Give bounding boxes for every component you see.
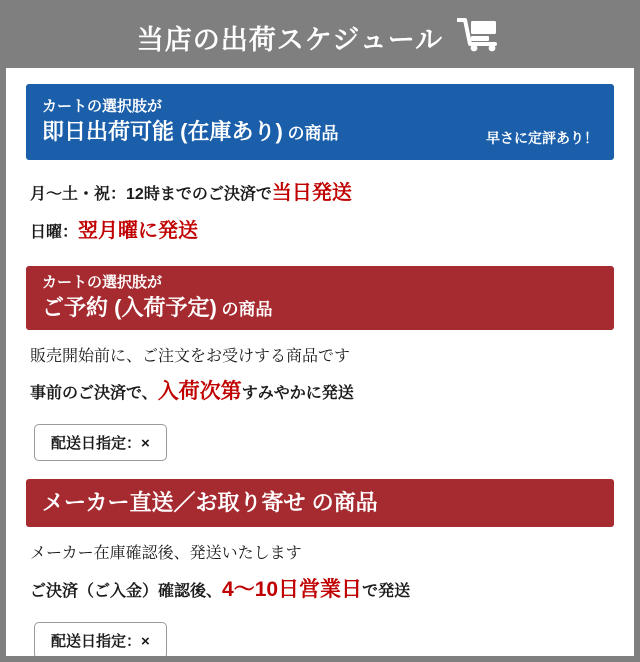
- delivery-date-badge: 配送日指定：×: [34, 424, 167, 461]
- schedule-row: [30, 372, 610, 412]
- banner-text-stack: [42, 273, 273, 323]
- section-rows-instock: [26, 174, 614, 250]
- row-tail: すみやかに発送: [241, 385, 354, 403]
- row-tail: で発送: [362, 582, 411, 600]
- banner-title: [42, 293, 273, 323]
- banner-title-main: メーカー直送／お取り寄せ: [42, 489, 306, 515]
- banner-text-stack: [42, 97, 339, 147]
- row-label: 月〜土・祝：: [30, 186, 127, 203]
- schedule-row: [30, 212, 610, 250]
- banner-title-main: 即日出荷可能 (在庫あり): [42, 119, 283, 145]
- schedule-row: [30, 342, 610, 372]
- row-text: ご決済（ご入金）確認後、: [30, 582, 223, 600]
- banner-subtitle: カートの選択肢が: [42, 274, 163, 292]
- row-emphasis: 入荷次第: [157, 380, 242, 404]
- page-title: 当店の出荷スケジュール: [136, 24, 444, 55]
- section-rows-dropship: [26, 539, 614, 658]
- row-text: 販売開始前に、ご注文をお受けする商品です: [30, 348, 351, 365]
- row-text: メーカー在庫確認後、発送いたします: [30, 545, 302, 563]
- banner-note: 早さに定評あり！: [486, 130, 598, 146]
- row-emphasis: 翌月曜に発送: [78, 220, 199, 242]
- content-body: [6, 68, 634, 662]
- row-text: 事前のご決済で、: [30, 385, 158, 403]
- schedule-row: [30, 570, 610, 610]
- banner-title-suffix: の商品: [282, 124, 339, 144]
- banner-title-main: ご予約 (入荷予定): [42, 295, 217, 321]
- schedule-row: [30, 174, 610, 212]
- banner-title-suffix: の商品: [305, 489, 378, 515]
- row-emphasis: 4〜10日営業日: [222, 577, 363, 601]
- section-banner-preorder: [26, 266, 614, 330]
- row-label: 日曜：: [30, 224, 79, 241]
- cart-icon: [457, 18, 503, 57]
- page-header: [6, 6, 634, 68]
- banner-subtitle: カートの選択肢が: [42, 98, 163, 116]
- row-text: 12時までのご決済で: [126, 186, 272, 203]
- banner-title: [42, 489, 378, 518]
- section-banner-instock: [26, 84, 614, 160]
- section-rows-preorder: [26, 342, 614, 461]
- row-emphasis: 当日発送: [271, 182, 352, 204]
- delivery-date-badge: 配送日指定：×: [34, 622, 167, 659]
- banner-title-suffix: の商品: [216, 300, 273, 320]
- schedule-row: [30, 539, 610, 569]
- section-banner-dropship: [26, 479, 614, 527]
- banner-title: [42, 117, 339, 147]
